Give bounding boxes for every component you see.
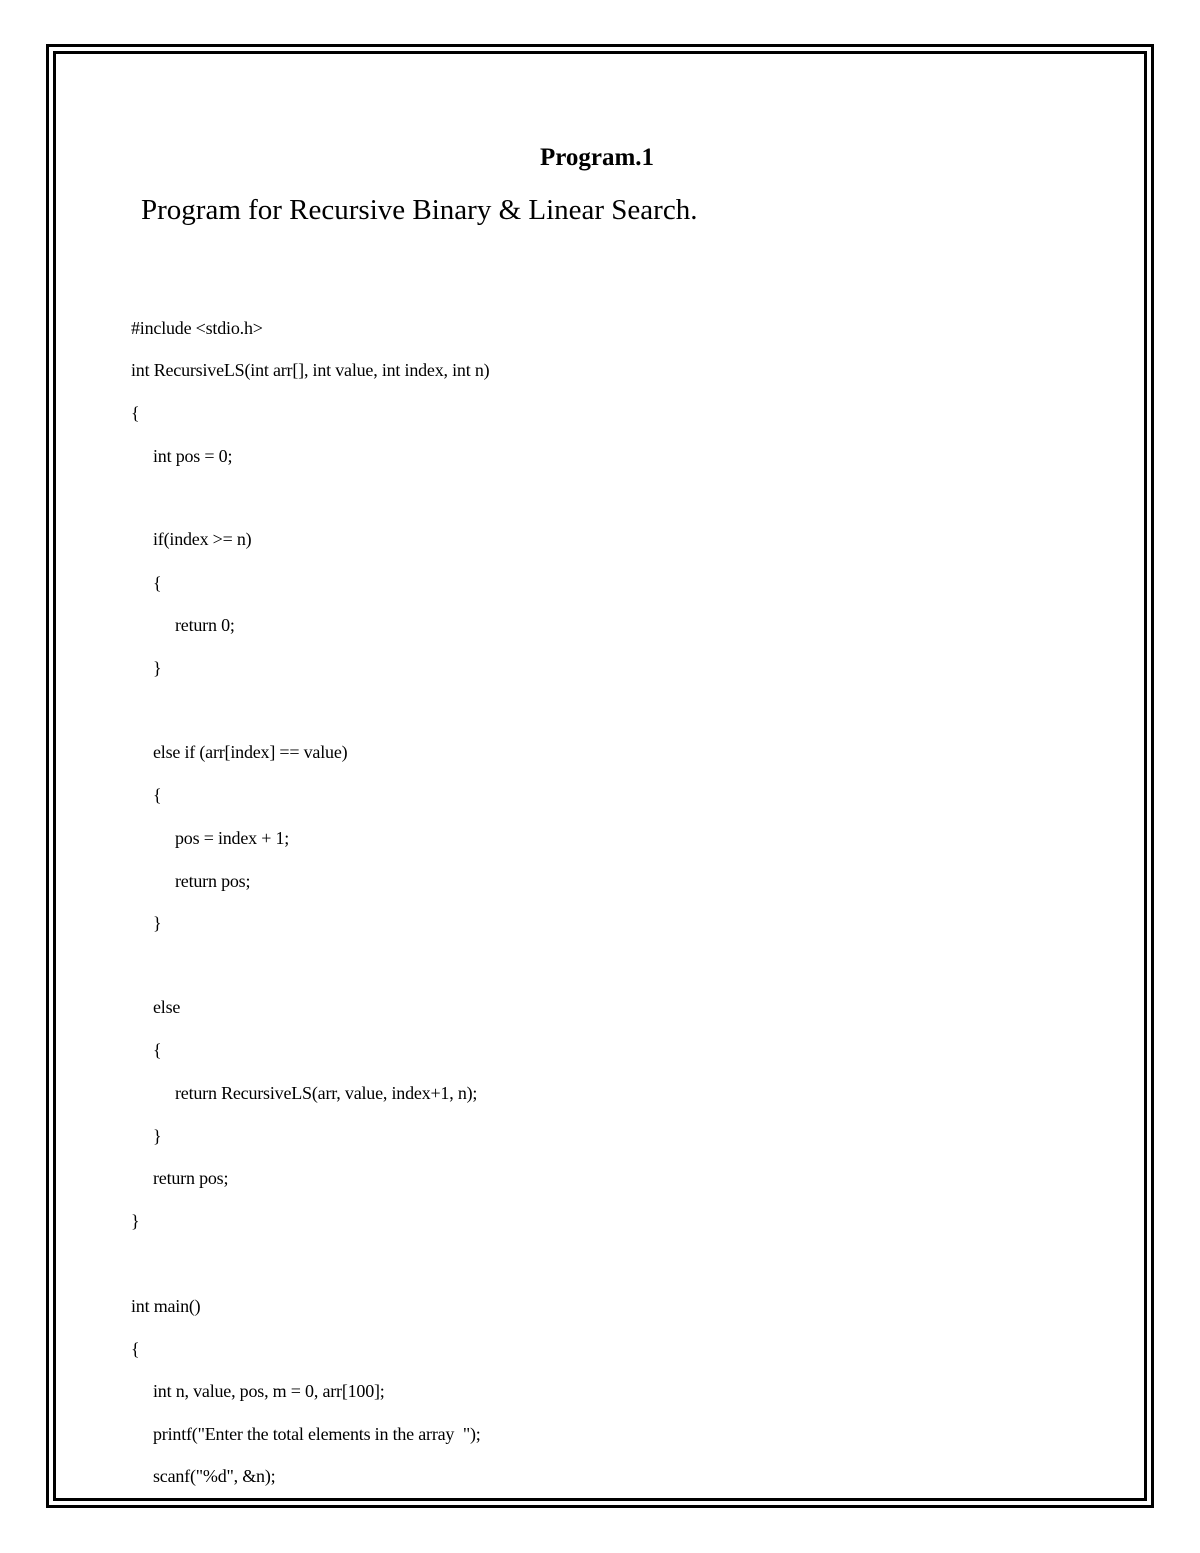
code-line: printf("Enter the total elements in the array ");: [153, 1424, 481, 1444]
code-line: pos = index + 1;: [175, 828, 290, 848]
code-line: {: [153, 573, 162, 593]
code-line: int main(): [131, 1296, 201, 1316]
code-line: }: [153, 658, 162, 678]
code-line: }: [131, 1211, 140, 1231]
program-subtitle: Program for Recursive Binary & Linear Search.: [141, 194, 698, 226]
code-line: int pos = 0;: [153, 446, 233, 466]
code-line: return pos;: [175, 871, 251, 891]
code-line: int n, value, pos, m = 0, arr[100];: [153, 1381, 385, 1401]
code-line: return pos;: [153, 1168, 229, 1188]
code-line: }: [153, 1126, 162, 1146]
code-line: return RecursiveLS(arr, value, index+1, n);: [175, 1083, 478, 1103]
code-line: {: [131, 1339, 140, 1359]
code-line: scanf("%d", &n);: [153, 1466, 276, 1486]
code-line: else: [153, 997, 181, 1017]
code-line: {: [131, 403, 140, 423]
code-line: return 0;: [175, 615, 235, 635]
page-border-inner: [53, 51, 1147, 1501]
code-line: else if (arr[index] == value): [153, 742, 348, 762]
program-heading-text: Program.1: [539, 144, 655, 171]
code-line: }: [153, 913, 162, 933]
code-line: #include <stdio.h>: [131, 318, 263, 338]
code-line: if(index >= n): [153, 529, 252, 549]
code-line: {: [153, 1040, 162, 1060]
program-heading: [0, 143, 1200, 173]
code-line: int RecursiveLS(int arr[], int value, int index, int n): [131, 360, 490, 380]
code-line: {: [153, 785, 162, 805]
